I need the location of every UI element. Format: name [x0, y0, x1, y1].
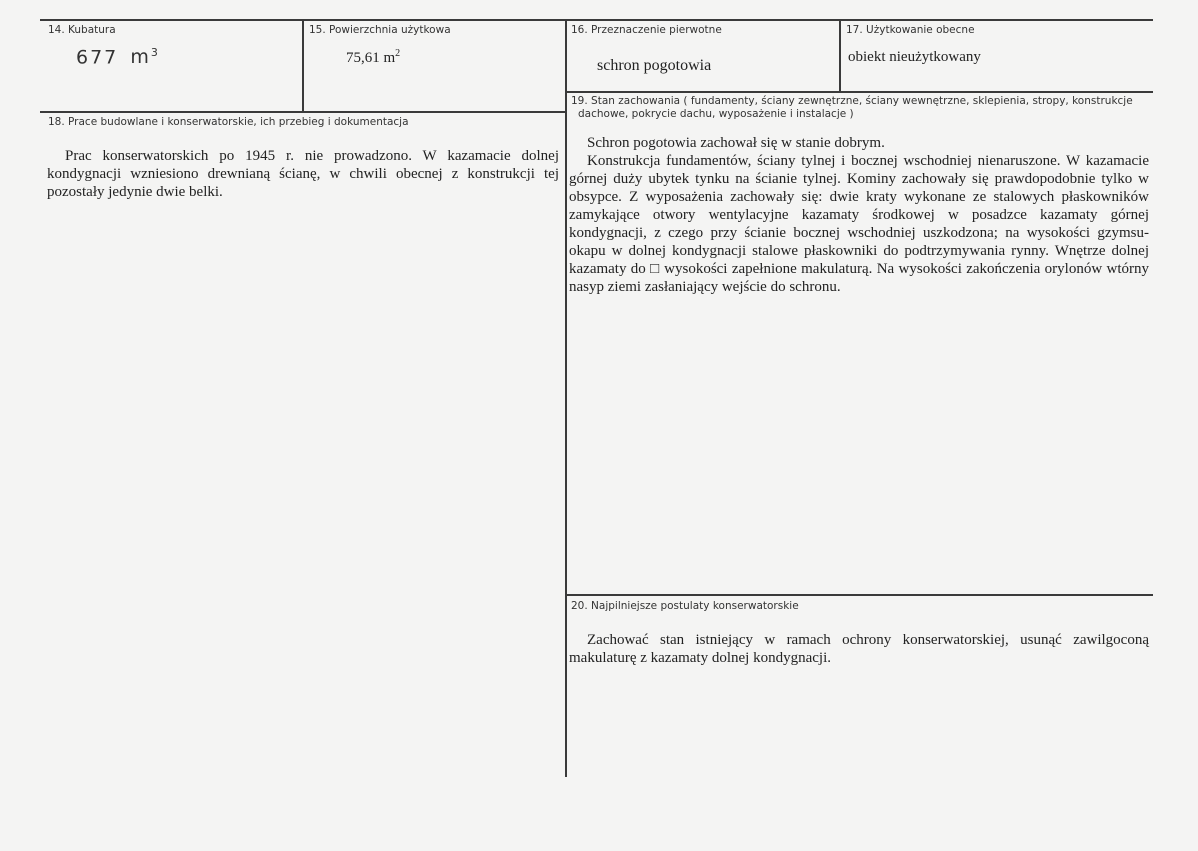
uzytkowanie-label: 17. Użytkowanie obecne — [846, 24, 975, 36]
stan-text — [569, 134, 1149, 296]
postulaty-text: Zachować stan istniejący w ramach ochrony konserwatorskiej, usunąć zawilgoconą makulaturę z kazamaty dolnej kondygnacji. — [569, 632, 1149, 666]
divider-14-15 — [302, 19, 304, 111]
stan-label-line1: 19. Stan zachowania ( fundamenty, ściany zewnętrzne, ściany wewnętrzne, sklepienia, stropy, konstrukcje — [571, 95, 1133, 107]
top-border — [40, 19, 1153, 21]
divider-16-17 — [839, 19, 841, 91]
stan-paragraph-1: Schron pogotowia zachował się w stanie dobrym. — [587, 135, 885, 151]
kubatura-number: 677 — [76, 46, 119, 69]
prace-text: Prac konserwatorskich po 1945 r. nie prowadzono. W kazamacie dolnej kondygnacji wzniesiono drewnianą ścianę, w chwili obecnej z konstrukcji tej pozostały jedynie dwie belki. — [47, 148, 559, 200]
stan-label-line2: dachowe, pokrycie dachu, wyposażenie i instalacje ) — [578, 108, 854, 120]
powierzchnia-number: 75,61 m — [346, 50, 396, 66]
right-section-divider — [566, 91, 1153, 93]
przeznaczenie-value: schron pogotowia — [597, 57, 712, 74]
left-section-divider — [40, 111, 566, 113]
prace-label: 18. Prace budowlane i konserwatorskie, ich przebieg i dokumentacja — [48, 116, 409, 128]
kubatura-value — [76, 46, 158, 68]
postulaty-divider — [566, 594, 1153, 596]
powierzchnia-unit-exp: 2 — [395, 48, 401, 59]
divider-main — [565, 19, 567, 777]
powierzchnia-label: 15. Powierzchnia użytkowa — [309, 24, 451, 36]
kubatura-unit: m — [130, 46, 151, 69]
przeznaczenie-label: 16. Przeznaczenie pierwotne — [571, 24, 722, 36]
powierzchnia-value — [346, 48, 400, 67]
kubatura-label: 14. Kubatura — [48, 24, 116, 36]
uzytkowanie-value: obiekt nieużytkowany — [848, 49, 981, 65]
postulaty-label: 20. Najpilniejsze postulaty konserwatorskie — [571, 600, 799, 612]
kubatura-unit-exp: 3 — [150, 46, 158, 59]
stan-paragraph-2: Konstrukcja fundamentów, ściany tylnej i bocznej wschodniej nienaruszone. W kazamacie górnej duży ubytek tynku na ścianie tylnej. Kominy zachowały się prawdopodobnie tylko w obsypce. Z wyposażenia zachowały się: dwie kraty wykonane ze stalowych płaskowników zamykające otwory wentylacyjne kazamaty środkowej w posadzce kazamaty górnej kondygnacji, z czego przy ścianie bocznej wschodniej uszkodzona; na wysokości gzymsu-okapu w dolnej kondygnacji stalowe płaskowniki do podtrzymywania rynny. Wnętrze dolnej kazamaty do □ wysokości zapełnione makulaturą. Na wysokości zakończenia orylonów wtórny nasyp ziemi zasłaniający wejście do schronu. — [569, 153, 1149, 295]
